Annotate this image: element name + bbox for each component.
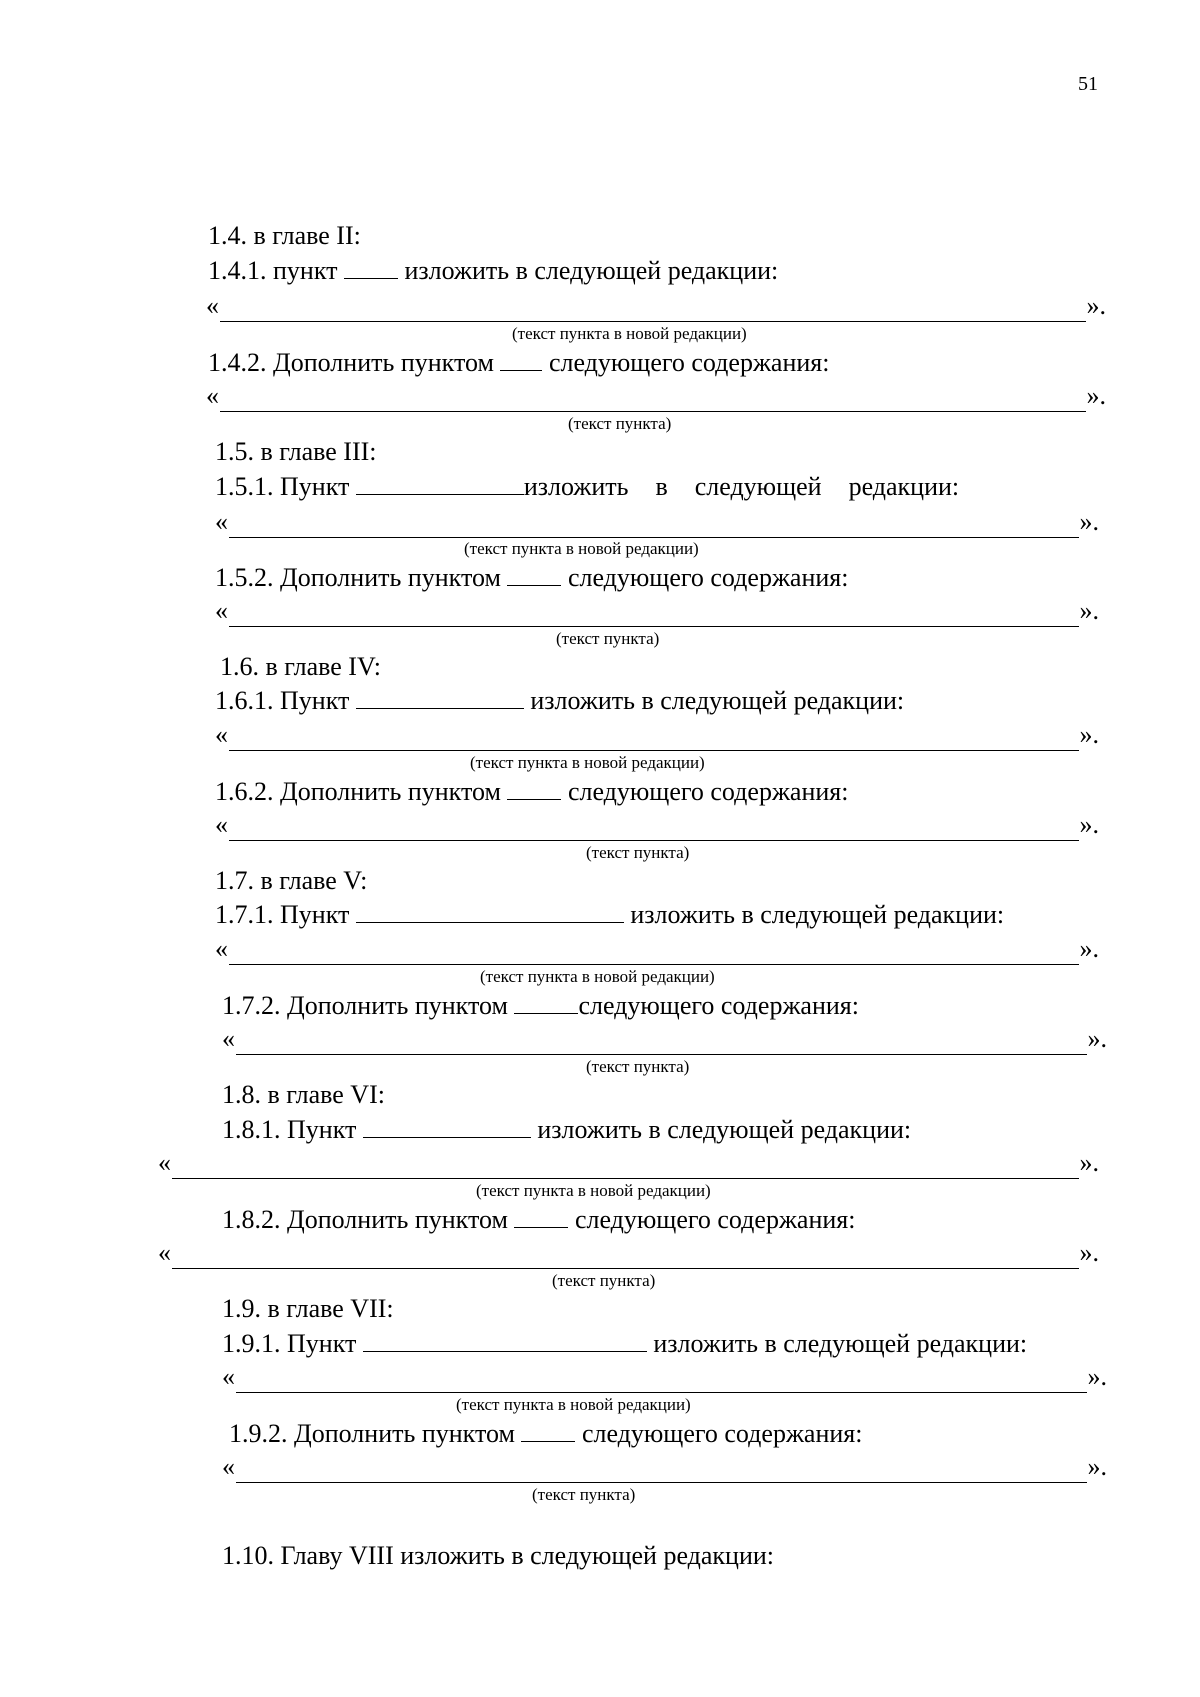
section-1-4-heading: 1.4. в главе II: — [208, 221, 361, 250]
item-1-6-1-label: 1.6.1. Пункт — [215, 686, 350, 715]
section-1-9-heading: 1.9. в главе VII: — [222, 1294, 394, 1323]
section-1-7-heading: 1.7. в главе V: — [215, 866, 368, 895]
item-1-4-2 — [208, 346, 829, 379]
fill-line[interactable] — [220, 389, 1086, 412]
item-1-5-2-text-field[interactable] — [215, 595, 1099, 627]
item-1-7-1 — [215, 898, 1004, 931]
item-1-5-2 — [215, 561, 848, 594]
fill-line[interactable] — [236, 1460, 1087, 1483]
item-1-7-2-text-field[interactable] — [222, 1023, 1107, 1055]
item-1-4-1 — [208, 254, 778, 287]
item-1-9-2-number-blank[interactable] — [521, 1417, 575, 1442]
fill-line[interactable] — [220, 299, 1086, 322]
item-1-5-2-number-blank[interactable] — [507, 561, 561, 586]
close-quote: ». — [1079, 507, 1099, 536]
fill-line[interactable] — [172, 1246, 1079, 1269]
item-1-5-1-number-blank[interactable] — [356, 470, 524, 495]
item-1-8-2-text-field[interactable] — [158, 1237, 1099, 1269]
fill-line[interactable] — [229, 604, 1079, 627]
item-1-9-1-text-field[interactable] — [222, 1361, 1107, 1393]
item-1-6-1-text: изложить в следующей редакции: — [530, 686, 905, 715]
item-1-4-1-text: изложить в следующей редакции: — [404, 256, 779, 285]
caption-new-text: (текст пункта в новой редакции) — [464, 539, 699, 558]
open-quote: « — [215, 596, 228, 625]
item-1-8-2-label: 1.8.2. Дополнить пунктом — [222, 1205, 508, 1234]
item-1-6-2-text-field[interactable] — [215, 809, 1099, 841]
item-1-9-2-text: следующего содержания: — [581, 1419, 863, 1448]
caption-item-text: (текст пункта) — [556, 629, 660, 648]
item-1-8-2-text: следующего содержания: — [574, 1205, 856, 1234]
item-1-9-2-text-field[interactable] — [222, 1451, 1107, 1483]
caption-new-text: (текст пункта в новой редакции) — [480, 967, 715, 986]
fill-line[interactable] — [236, 1370, 1087, 1393]
item-1-4-2-number-blank[interactable] — [500, 346, 542, 371]
item-1-5-1 — [215, 470, 959, 503]
item-1-7-2-text: следующего содержания: — [578, 991, 859, 1020]
item-1-4-2-text: следующего содержания: — [548, 348, 830, 377]
caption-item-text: (текст пункта) — [532, 1485, 636, 1504]
item-1-7-2 — [222, 989, 859, 1022]
open-quote: « — [222, 1362, 235, 1391]
item-1-6-1-number-blank[interactable] — [356, 684, 524, 709]
page-number: 51 — [1078, 73, 1098, 95]
item-1-9-1 — [222, 1327, 1027, 1360]
item-1-5-1-word-2: в — [655, 472, 668, 501]
open-quote: « — [215, 810, 228, 839]
item-1-7-1-text: изложить в следующей редакции: — [630, 900, 1005, 929]
close-quote: ». — [1079, 934, 1099, 963]
close-quote: ». — [1086, 291, 1106, 320]
close-quote: ». — [1086, 381, 1106, 410]
section-1-10-heading: 1.10. Главу VIII изложить в следующей редакции: — [222, 1541, 775, 1570]
open-quote: « — [215, 507, 228, 536]
fill-line[interactable] — [236, 1032, 1087, 1055]
section-1-6-heading: 1.6. в главе IV: — [220, 652, 382, 681]
item-1-5-1-text-field[interactable] — [215, 506, 1099, 538]
caption-new-text: (текст пункта в новой редакции) — [456, 1395, 691, 1414]
item-1-6-1-text-field[interactable] — [215, 719, 1099, 751]
fill-line[interactable] — [172, 1156, 1079, 1179]
fill-line[interactable] — [229, 818, 1079, 841]
close-quote: ». — [1079, 810, 1099, 839]
item-1-9-1-number-blank[interactable] — [363, 1327, 647, 1352]
open-quote: « — [222, 1024, 235, 1053]
caption-item-text: (текст пункта) — [586, 843, 690, 862]
item-1-8-2 — [222, 1203, 855, 1236]
item-1-9-1-label: 1.9.1. Пункт — [222, 1329, 357, 1358]
close-quote: ». — [1079, 1238, 1099, 1267]
item-1-9-2-label: 1.9.2. Дополнить пунктом — [229, 1419, 515, 1448]
item-1-5-1-label: 1.5.1. Пункт — [215, 472, 350, 501]
caption-item-text: (текст пункта) — [552, 1271, 656, 1290]
fill-line[interactable] — [229, 942, 1079, 965]
item-1-8-2-number-blank[interactable] — [514, 1203, 568, 1228]
caption-new-text: (текст пункта в новой редакции) — [476, 1181, 711, 1200]
item-1-7-2-label: 1.7.2. Дополнить пунктом — [222, 991, 508, 1020]
section-1-8-heading: 1.8. в главе VI: — [222, 1080, 385, 1109]
item-1-8-1-label: 1.8.1. Пункт — [222, 1115, 357, 1144]
caption-item-text: (текст пункта) — [586, 1057, 690, 1076]
item-1-4-2-label: 1.4.2. Дополнить пунктом — [208, 348, 494, 377]
caption-new-text: (текст пункта в новой редакции) — [470, 753, 705, 772]
close-quote: ». — [1079, 596, 1099, 625]
fill-line[interactable] — [229, 728, 1079, 751]
section-1-5-heading: 1.5. в главе III: — [215, 437, 377, 466]
item-1-4-1-number-blank[interactable] — [344, 254, 398, 279]
item-1-5-2-text: следующего содержания: — [567, 563, 849, 592]
item-1-4-1-text-field[interactable] — [206, 290, 1106, 322]
item-1-7-1-label: 1.7.1. Пункт — [215, 900, 350, 929]
item-1-5-1-word-4: редакции: — [848, 472, 960, 501]
item-1-4-1-label: 1.4.1. пункт — [208, 256, 338, 285]
open-quote: « — [215, 934, 228, 963]
item-1-8-1-number-blank[interactable] — [363, 1113, 531, 1138]
item-1-6-2 — [215, 775, 848, 808]
item-1-9-2 — [229, 1417, 862, 1450]
item-1-9-1-text: изложить в следующей редакции: — [653, 1329, 1028, 1358]
item-1-6-2-label: 1.6.2. Дополнить пунктом — [215, 777, 501, 806]
item-1-5-1-word-1: изложить — [523, 472, 629, 501]
close-quote: ». — [1087, 1452, 1107, 1481]
close-quote: ». — [1079, 720, 1099, 749]
item-1-5-2-label: 1.5.2. Дополнить пунктом — [215, 563, 501, 592]
item-1-7-1-number-blank[interactable] — [356, 898, 624, 923]
fill-line[interactable] — [229, 515, 1079, 538]
caption-new-text: (текст пункта в новой редакции) — [512, 324, 747, 343]
close-quote: ». — [1087, 1362, 1107, 1391]
close-quote: ». — [1087, 1024, 1107, 1053]
item-1-7-1-text-field[interactable] — [215, 933, 1099, 965]
item-1-8-1-text-field[interactable] — [158, 1147, 1099, 1179]
open-quote: « — [158, 1148, 171, 1177]
item-1-6-2-text: следующего содержания: — [567, 777, 849, 806]
open-quote: « — [206, 381, 219, 410]
item-1-5-1-word-3: следующей — [694, 472, 822, 501]
item-1-6-2-number-blank[interactable] — [507, 775, 561, 800]
close-quote: ». — [1079, 1148, 1099, 1177]
item-1-4-2-text-field[interactable] — [206, 380, 1106, 412]
open-quote: « — [206, 291, 219, 320]
item-1-8-1 — [222, 1113, 911, 1146]
caption-item-text: (текст пункта) — [568, 414, 672, 433]
item-1-7-2-number-blank[interactable] — [514, 989, 578, 1014]
open-quote: « — [222, 1452, 235, 1481]
open-quote: « — [158, 1238, 171, 1267]
item-1-6-1 — [215, 684, 904, 717]
open-quote: « — [215, 720, 228, 749]
item-1-8-1-text: изложить в следующей редакции: — [537, 1115, 912, 1144]
